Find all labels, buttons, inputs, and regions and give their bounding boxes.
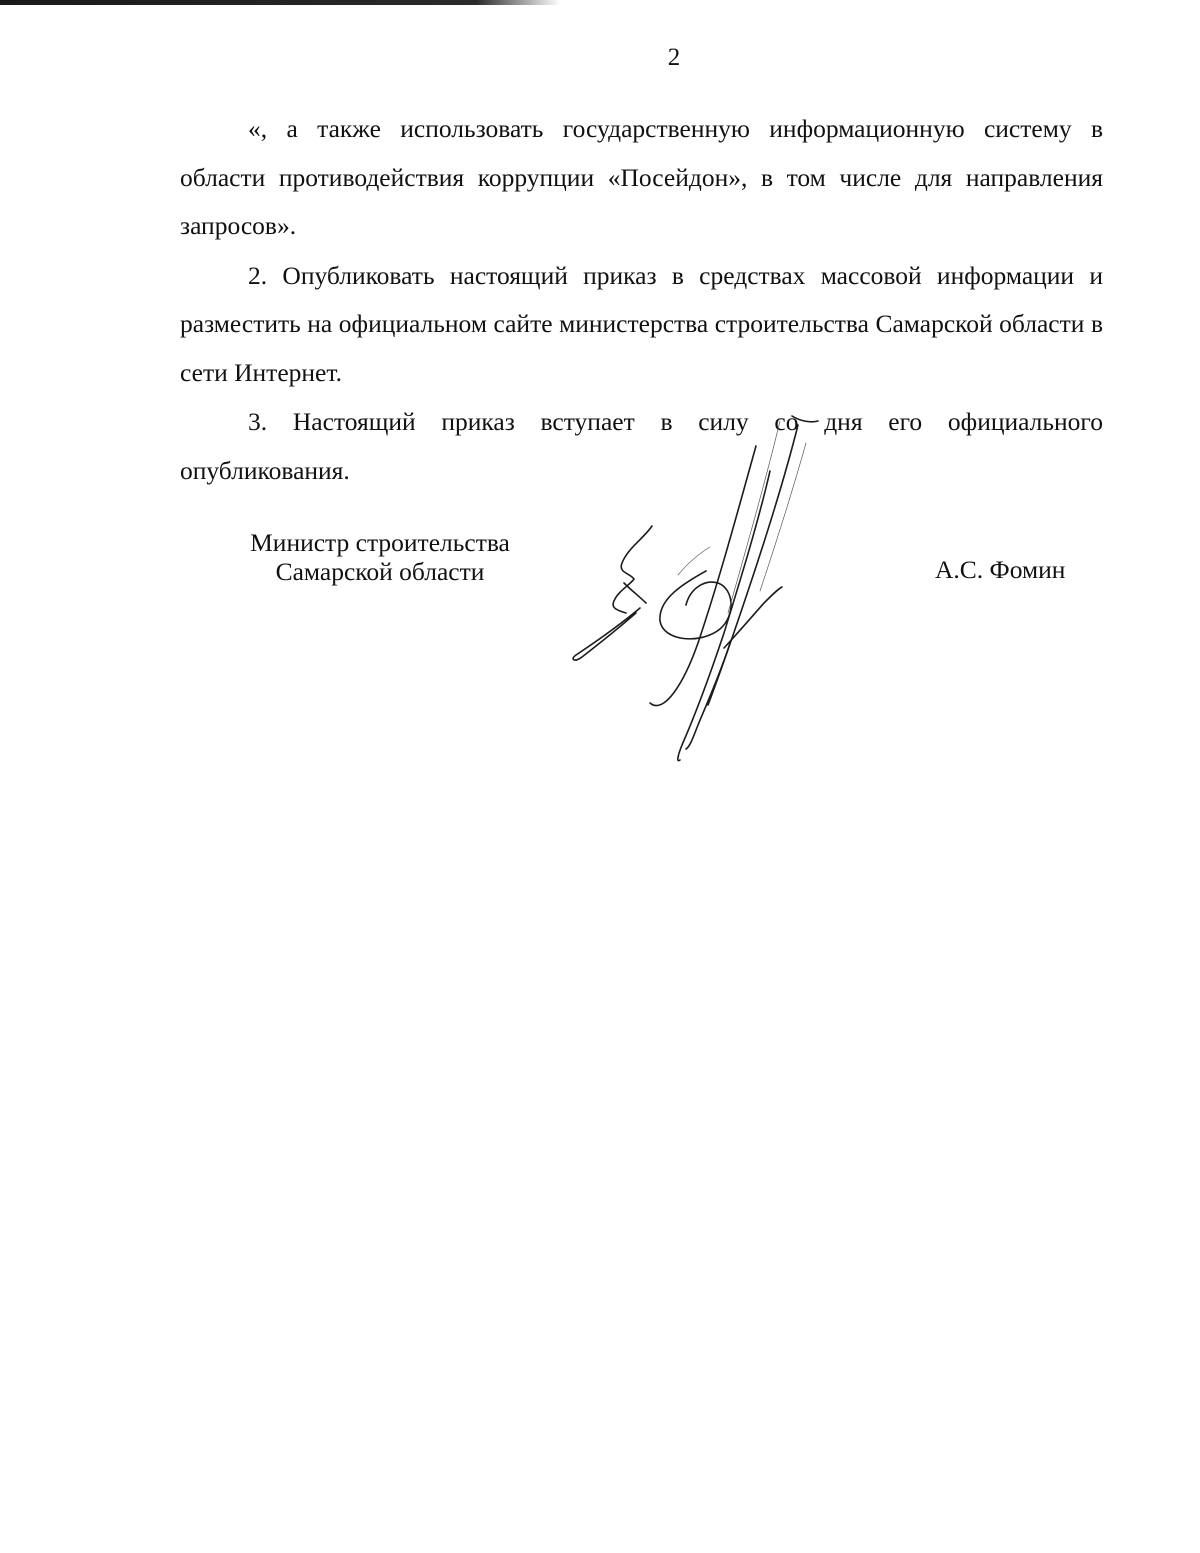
signer-position-line-2: Самарской области bbox=[275, 557, 485, 586]
signer-position-line-1: Министр строительства bbox=[250, 528, 510, 557]
signature-block bbox=[0, 528, 1200, 788]
handwritten-signature bbox=[560, 413, 850, 793]
page-number: 2 bbox=[667, 44, 681, 71]
paragraph-item-2: 2. Опубликовать настоящий приказ в средствах массовой информации и разместить на официальном сайте министерства строительства Самарской области в сети Интернет. bbox=[180, 260, 1103, 387]
scan-edge-mark bbox=[0, 0, 560, 5]
signer-name: А.С. Фомин bbox=[935, 555, 1066, 584]
paragraph-continuation: «, а также использовать государственную информационную систему в области противодействия коррупции «Посейдон», в том числе для направления запросов». bbox=[180, 114, 1103, 240]
paragraph-item-3: 3. Настоящий приказ вступает в силу со дня его официального опубликования. bbox=[180, 407, 1103, 485]
signer-position bbox=[225, 528, 535, 586]
